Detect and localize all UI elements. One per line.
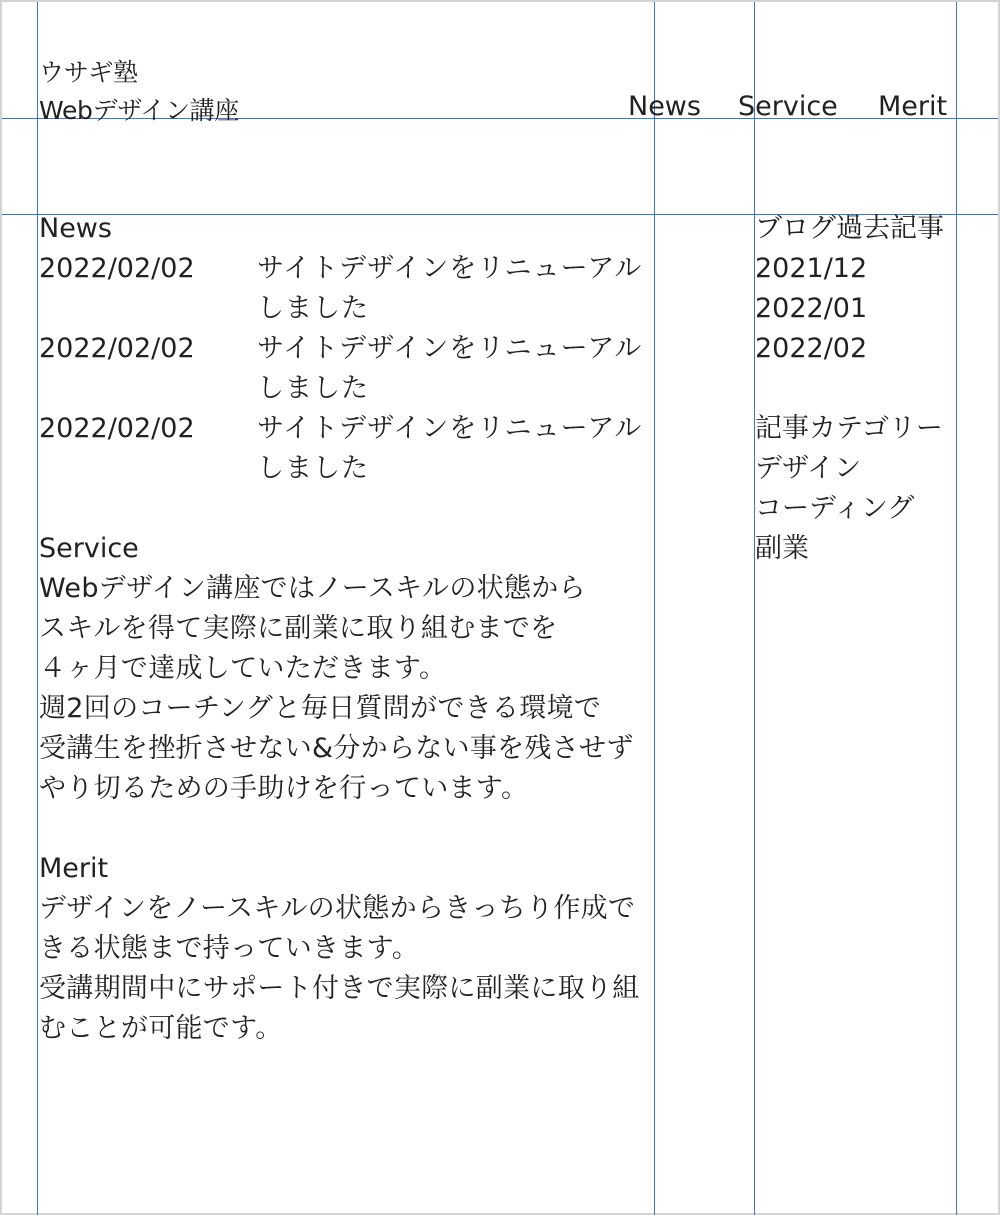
site-logo[interactable] [39, 54, 239, 130]
service-description [39, 569, 659, 809]
main-content [39, 209, 659, 1049]
service-line: ４ヶ月で達成していただきます。 [39, 653, 447, 684]
nav-link-merit[interactable]: Merit [878, 91, 948, 122]
news-section [39, 209, 659, 489]
merit-heading: Merit [39, 853, 109, 884]
guide-line-vertical [956, 2, 957, 1215]
merit-line: デザインをノースキルの状態からきっちり作成で [39, 893, 636, 924]
news-item[interactable] [39, 409, 659, 489]
merit-section [39, 849, 659, 1049]
service-line: スキルを得て実際に副業に取り組むまでを [39, 613, 558, 644]
news-item[interactable] [39, 329, 659, 409]
service-section [39, 529, 659, 809]
news-title: サイトデザインをリニューアルしました [257, 413, 643, 484]
category-link[interactable]: デザイン [755, 453, 862, 484]
logo-line-1: ウサギ塾 [39, 58, 138, 87]
service-line: 週2回のコーチングと毎日質問ができる環境で [39, 693, 602, 724]
news-item[interactable] [39, 249, 659, 329]
news-title: サイトデザインをリニューアルしました [257, 253, 643, 324]
news-date: 2022/02/02 [39, 253, 195, 284]
sidebar [755, 209, 955, 569]
news-date: 2022/02/02 [39, 333, 195, 364]
service-line: 受講生を挫折させない&分からない事を残させず [39, 733, 634, 764]
service-heading: Service [39, 533, 139, 564]
merit-line: むことが可能です。 [39, 1013, 283, 1044]
category-heading: 記事カテゴリー [755, 413, 943, 444]
category-link[interactable]: 副業 [755, 533, 809, 564]
merit-line: きる状態まで持っていきます。 [39, 933, 420, 964]
merit-description [39, 889, 659, 1049]
nav-link-service[interactable]: Service [738, 91, 838, 122]
service-line: Webデザイン講座ではノースキルの状態から [39, 573, 586, 604]
archive-link[interactable]: 2021/12 [755, 253, 868, 284]
news-heading: News [39, 213, 112, 244]
archive-link[interactable]: 2022/02 [755, 333, 868, 364]
guide-line-vertical [37, 2, 38, 1215]
service-line: やり切るための手助けを行っています。 [39, 773, 529, 804]
news-date: 2022/02/02 [39, 413, 195, 444]
archive-link[interactable]: 2022/01 [755, 293, 868, 324]
logo-line-2: Webデザイン講座 [39, 96, 240, 125]
guide-line-vertical [754, 2, 755, 1215]
category-link[interactable]: コーディング [755, 493, 915, 524]
news-title: サイトデザインをリニューアルしました [257, 333, 643, 404]
nav-link-news[interactable]: News [628, 91, 701, 122]
archive-heading: ブログ過去記事 [755, 213, 944, 244]
merit-line: 受講期間中にサポート付きで実際に副業に取り組 [39, 973, 640, 1004]
